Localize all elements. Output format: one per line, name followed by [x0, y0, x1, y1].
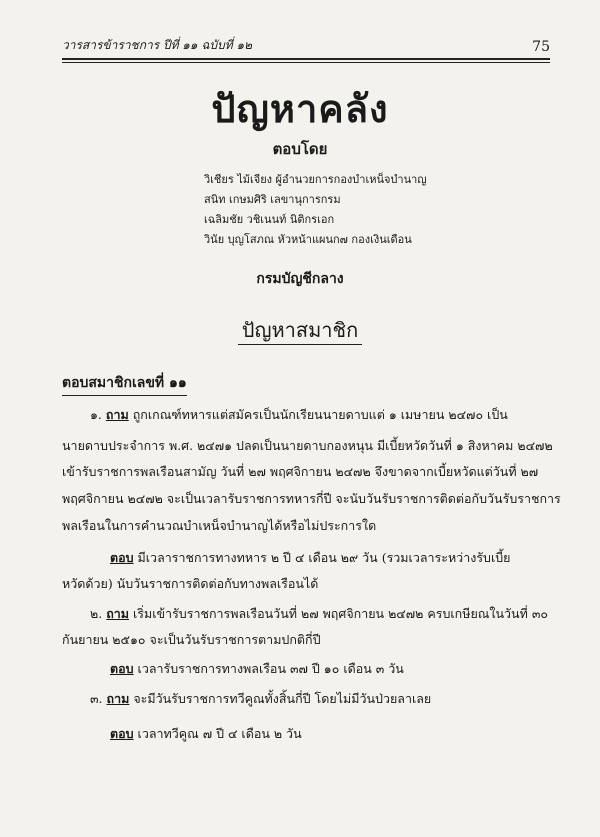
a2-line: [110, 659, 404, 679]
q3-text: จะมีวันรับราชการทวีคูณทั้งสิ้นกี่ปี โดยไม่มีวันป่วยลาเลย: [133, 691, 432, 706]
staff-item: เฉลิมชัย วชิเนนท์ นิติกรเอก: [204, 213, 335, 226]
q1-text: พลเรือนในการคำนวณบำเหน็จบำนาญได้หรือไม่ประการใด: [62, 518, 377, 533]
staff-item: วิเชียร ไม้เจียง ผู้อำนวยการกองบำเหน็จบำนาญ: [204, 173, 427, 186]
q3-line: [90, 689, 431, 709]
section-heading: [0, 314, 600, 346]
q1-text: นายดาบประจำการ พ.ศ. ๒๔๗๑ ปลดเป็นนายดาบกองหนุน มีเบี้ยหวัดวันที่ ๑ สิงหาคม ๒๔๗๒: [62, 438, 553, 453]
journal-title: วารสารข้าราชการ ปีที่ ๑๑ ฉบับที่ ๑๒: [62, 38, 253, 52]
page-number: 75: [532, 39, 550, 55]
a2-text: เวลารับราชการทางพลเรือน ๓๗ ปี ๑๐ เดือน ๓ วัน: [137, 661, 404, 676]
q2-line: [90, 604, 548, 624]
a3-text: เวลาทวีคูณ ๗ ปี ๔ เดือน ๒ วัน: [137, 726, 302, 741]
q2-text: กันยายน ๒๕๑๐ จะเป็นวันรับราชการตามปกติกี่ปี: [62, 632, 321, 647]
department-name: กรมบัญชีกลาง: [256, 271, 344, 287]
section-title: ปัญหาสมาชิก: [238, 318, 362, 345]
header-rule-thin: [62, 62, 550, 63]
q1-line: [90, 405, 508, 425]
staff-list: [204, 170, 427, 250]
q1-number: ๑.: [90, 407, 102, 422]
q1-label: ถาม: [105, 407, 129, 422]
q1-text: พฤศจิกายน ๒๔๗๒ จะเป็นเวลารับราชการทหารกี่ปี จะนับวันรับราชการติดต่อกับวันรับราชการ: [62, 491, 561, 506]
q2-number: ๒.: [90, 606, 103, 621]
member-number-heading: ตอบสมาชิกเลขที่ ๑๑: [62, 372, 187, 396]
a1-text: หวัดด้วย) นับวันราชการติดต่อกับทางพลเรือนได้: [62, 576, 319, 591]
q1-text: เข้ารับราชการพลเรือนสามัญ วันที่ ๒๗ พฤศจิกายน ๒๔๗๒ จึงขาดจากเบี้ยหวัดแต่วันที่ ๒๗: [62, 464, 539, 479]
staff-item: วินัย บุญโสภณ หัวหน้าแผนก๗ กองเงินเดือน: [204, 233, 412, 246]
a1-line: [110, 548, 511, 568]
q2-text: เริ่มเข้ารับราชการพลเรือนวันที่ ๒๗ พฤศจิกายน ๒๔๗๒ ครบเกษียณในวันที่ ๓๐: [133, 606, 548, 621]
q1-text: ถูกเกณฑ์ทหารแต่สมัครเป็นนักเรียนนายดาบแต่ ๑ เมษายน ๒๔๗๐ เป็น: [132, 407, 508, 422]
q2-label: ถาม: [106, 606, 130, 621]
a1-text: มีเวลาราชการทางทหาร ๒ ปี ๔ เดือน ๒๙ วัน (รวมเวลาระหว่างรับเบี้ย: [137, 550, 511, 565]
a2-label: ตอบ: [110, 661, 134, 676]
header-rule: [62, 58, 550, 60]
answer-by-label: ตอบโดย: [272, 140, 328, 158]
a3-line: [110, 724, 302, 744]
a3-label: ตอบ: [110, 726, 134, 741]
a1-label: ตอบ: [110, 550, 134, 565]
running-header: [62, 33, 550, 55]
staff-item: สนิท เกษมศิริ เลขานุการกรม: [204, 193, 341, 206]
q3-label: ถาม: [106, 691, 130, 706]
q3-number: ๓.: [90, 691, 103, 706]
page-title: ปัญหาคลัง: [211, 86, 389, 131]
